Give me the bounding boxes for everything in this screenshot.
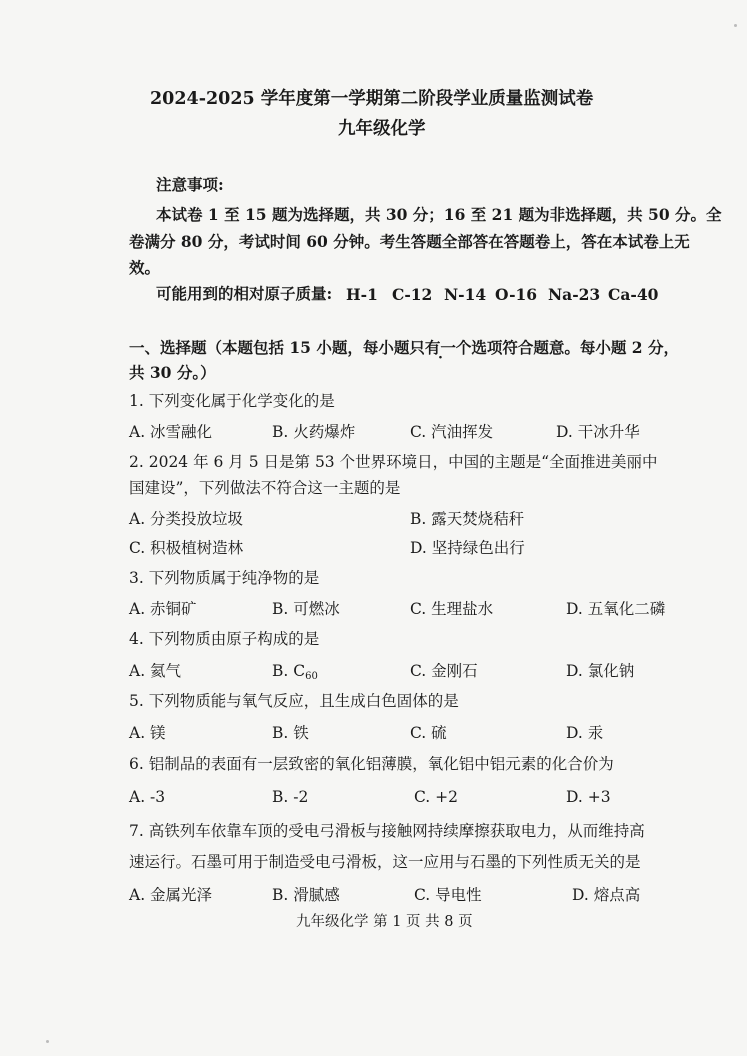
question-6-option-a: A. -3	[129, 788, 166, 806]
exam-title: 2024-2025 学年度第一学期第二阶段学业质量监测试卷	[150, 89, 594, 109]
question-1-option-c: C. 汽油挥发	[410, 423, 494, 441]
question-5-option-a: A. 镁	[129, 724, 166, 742]
question-7-option-a: A. 金属光泽	[129, 886, 213, 904]
question-4-option-b-subscript: 60	[305, 671, 318, 682]
question-7-option-d: D. 熔点高	[572, 886, 641, 904]
question-7-option-b: B. 滑腻感	[272, 886, 340, 904]
notice-line-2: 卷满分 80 分，考试时间 60 分钟。考生答题全部答在答题卷上，答在本试卷上无	[129, 232, 690, 251]
question-2-option-b: B. 露天焚烧秸秆	[410, 510, 525, 528]
question-6-option-c: C. +2	[414, 788, 459, 806]
question-1-option-d: D. 干冰升华	[556, 423, 640, 441]
notice-heading: 注意事项:	[156, 175, 224, 194]
section-heading-pre: 一、选择题（本题包括 15 小题，每小题	[129, 338, 410, 357]
question-3-option-d: D. 五氧化二磷	[566, 600, 666, 618]
question-4-option-b	[272, 660, 318, 688]
question-4-option-d: D. 氯化钠	[566, 662, 635, 680]
section-heading-post: 选项符合题意。每小题 2 分，	[471, 338, 679, 357]
scan-speck	[734, 24, 737, 27]
scan-speck	[46, 1040, 49, 1043]
question-2-option-d: D. 坚持绿色出行	[410, 539, 525, 557]
question-1-stem: 1. 下列变化属于化学变化的是	[129, 392, 335, 410]
question-5-stem: 5. 下列物质能与氧气反应，且生成白色固体的是	[129, 692, 459, 710]
atomic-mass-n: N-14	[444, 285, 487, 304]
question-7-stem-line-1: 7. 高铁列车依靠车顶的受电弓滑板与接触网持续摩擦获取电力，从而维持高	[129, 822, 645, 840]
question-6-option-d: D. +3	[566, 788, 611, 806]
question-3-stem: 3. 下列物质属于纯净物的是	[129, 569, 320, 587]
question-2-option-c: C. 积极植树造林	[129, 539, 244, 557]
exam-subject: 九年级化学	[338, 119, 426, 139]
question-4-option-a: A. 氦气	[129, 662, 182, 680]
notice-line-1: 本试卷 1 至 15 题为选择题，共 30 分；16 至 21 题为非选择题，共 50 分。全	[156, 205, 722, 224]
atomic-mass-ca: Ca-40	[608, 285, 659, 304]
question-7-stem-line-2: 速运行。石墨可用于制造受电弓滑板，这一应用与石墨的下列性质无关的是	[129, 853, 641, 871]
question-5-option-b: B. 铁	[272, 724, 309, 742]
question-4-option-c: C. 金刚石	[410, 662, 478, 680]
question-6-option-b: B. -2	[272, 788, 309, 806]
question-7-option-c: C. 导电性	[414, 886, 482, 904]
page-footer: 九年级化学 第 1 页 共 8 页	[296, 914, 473, 930]
question-1-option-a: A. 冰雪融化	[129, 423, 213, 441]
question-3-option-c: C. 生理盐水	[410, 600, 494, 618]
question-2-option-a: A. 分类投放垃圾	[129, 510, 244, 528]
section-heading	[129, 337, 679, 359]
question-2-stem-line-1: 2. 2024 年 6 月 5 日是第 53 个世界环境日，中国的主题是“全面推进美丽中	[129, 453, 658, 471]
notice-line-3: 效。	[129, 258, 161, 277]
atomic-mass-c: C-12	[392, 285, 433, 304]
question-6-stem: 6. 铝制品的表面有一层致密的氧化铝薄膜，氧化铝中铝元素的化合价为	[129, 755, 614, 773]
question-3-option-b: B. 可燃冰	[272, 600, 340, 618]
question-4-stem: 4. 下列物质由原子构成的是	[129, 630, 320, 648]
question-1-option-b: B. 火药爆炸	[272, 423, 356, 441]
question-5-option-d: D. 汞	[566, 724, 604, 742]
atomic-mass-na: Na-23	[548, 285, 601, 304]
atomic-mass-o: O-16	[495, 285, 538, 304]
question-4-option-b-text: B. C	[272, 662, 306, 680]
question-3-option-a: A. 赤铜矿	[129, 600, 197, 618]
question-2-stem-line-2: 国建设”，下列做法不符合这一主题的是	[129, 479, 401, 497]
atomic-mass-label: 可能用到的相对原子质量:	[156, 284, 333, 303]
section-heading-emphasis: 只有一个	[409, 338, 472, 357]
question-5-option-c: C. 硫	[410, 724, 447, 742]
section-heading-line-2: 共 30 分。）	[129, 363, 216, 382]
atomic-mass-h: H-1	[346, 285, 378, 304]
